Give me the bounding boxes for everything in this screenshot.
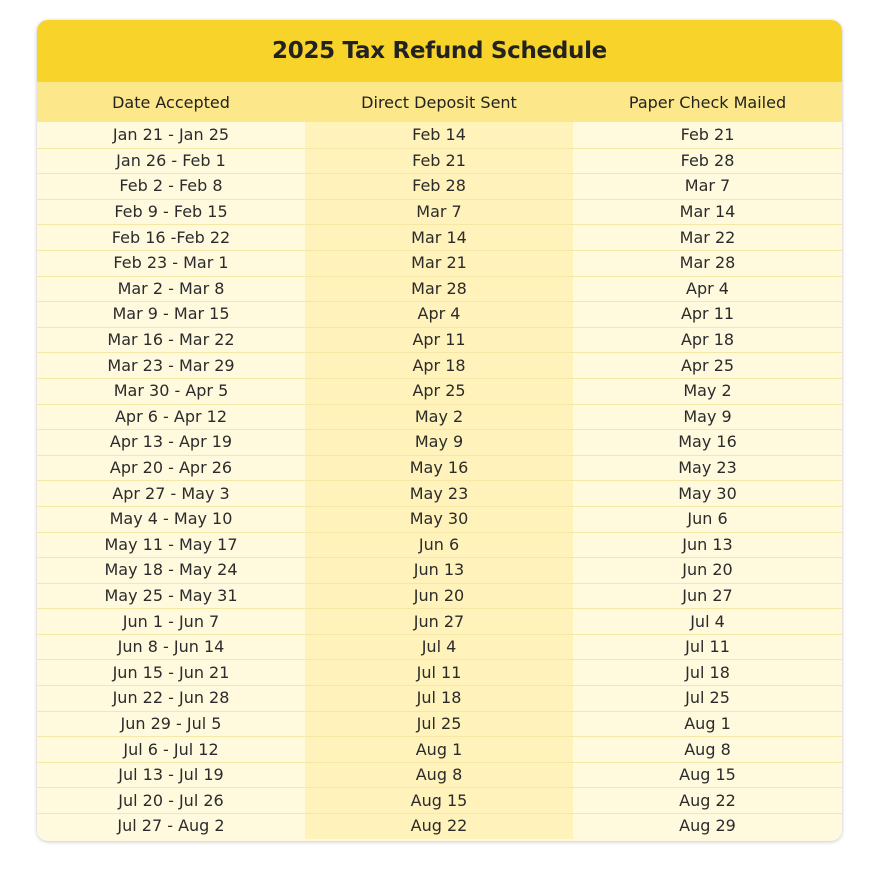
cell-direct-deposit: Apr 11 bbox=[305, 328, 573, 353]
table-title: 2025 Tax Refund Schedule bbox=[272, 38, 607, 64]
cell-date-accepted: Mar 16 - Mar 22 bbox=[37, 328, 305, 353]
cell-paper-check: Jun 6 bbox=[573, 507, 842, 532]
table-row bbox=[37, 122, 842, 148]
cell-paper-check: May 30 bbox=[573, 481, 842, 506]
cell-paper-check: Aug 29 bbox=[573, 814, 842, 839]
header-paper-check: Paper Check Mailed bbox=[628, 92, 787, 112]
cell-paper-check: Apr 18 bbox=[573, 328, 842, 353]
cell-direct-deposit: Aug 1 bbox=[305, 737, 573, 762]
table-row bbox=[37, 250, 842, 276]
cell-direct-deposit: Jul 18 bbox=[305, 686, 573, 711]
table-row bbox=[37, 301, 842, 327]
table-row bbox=[37, 276, 842, 302]
cell-direct-deposit: Mar 14 bbox=[305, 225, 573, 250]
table-row bbox=[37, 506, 842, 532]
cell-direct-deposit: May 2 bbox=[305, 405, 573, 430]
table-row bbox=[37, 583, 842, 609]
cell-date-accepted: Apr 6 - Apr 12 bbox=[37, 405, 305, 430]
cell-direct-deposit: May 16 bbox=[305, 456, 573, 481]
cell-direct-deposit: Apr 25 bbox=[305, 379, 573, 404]
cell-paper-check: Jul 25 bbox=[573, 686, 842, 711]
cell-direct-deposit: Feb 14 bbox=[305, 122, 573, 148]
cell-date-accepted: Jul 6 - Jul 12 bbox=[37, 737, 305, 762]
table-row bbox=[37, 455, 842, 481]
cell-date-accepted: Jun 29 - Jul 5 bbox=[37, 712, 305, 737]
cell-date-accepted: Feb 16 -Feb 22 bbox=[37, 225, 305, 250]
cell-paper-check: May 9 bbox=[573, 405, 842, 430]
table-row bbox=[37, 736, 842, 762]
cell-date-accepted: Jun 8 - Jun 14 bbox=[37, 635, 305, 660]
cell-paper-check: Feb 28 bbox=[573, 149, 842, 174]
cell-date-accepted: Feb 9 - Feb 15 bbox=[37, 200, 305, 225]
cell-direct-deposit: Jun 27 bbox=[305, 609, 573, 634]
cell-date-accepted: Feb 23 - Mar 1 bbox=[37, 251, 305, 276]
cell-paper-check: Apr 11 bbox=[573, 302, 842, 327]
table-row bbox=[37, 173, 842, 199]
cell-direct-deposit: Aug 15 bbox=[305, 788, 573, 813]
cell-paper-check: Mar 22 bbox=[573, 225, 842, 250]
cell-date-accepted: Jan 21 - Jan 25 bbox=[37, 122, 305, 148]
table-row bbox=[37, 685, 842, 711]
cell-paper-check: Aug 1 bbox=[573, 712, 842, 737]
cell-date-accepted: Mar 30 - Apr 5 bbox=[37, 379, 305, 404]
cell-direct-deposit: Jun 6 bbox=[305, 533, 573, 558]
cell-date-accepted: Apr 13 - Apr 19 bbox=[37, 430, 305, 455]
table-row bbox=[37, 480, 842, 506]
cell-date-accepted: Feb 2 - Feb 8 bbox=[37, 174, 305, 199]
cell-date-accepted: May 11 - May 17 bbox=[37, 533, 305, 558]
cell-date-accepted: Mar 23 - Mar 29 bbox=[37, 353, 305, 378]
cell-direct-deposit: Apr 4 bbox=[305, 302, 573, 327]
table-body bbox=[37, 122, 842, 839]
cell-paper-check: Aug 8 bbox=[573, 737, 842, 762]
cell-direct-deposit: Jul 4 bbox=[305, 635, 573, 660]
cell-paper-check: Aug 15 bbox=[573, 763, 842, 788]
cell-direct-deposit: Mar 28 bbox=[305, 277, 573, 302]
cell-paper-check: May 2 bbox=[573, 379, 842, 404]
cell-paper-check: Jul 11 bbox=[573, 635, 842, 660]
table-row bbox=[37, 199, 842, 225]
table-row bbox=[37, 352, 842, 378]
table-row bbox=[37, 608, 842, 634]
header-direct-deposit: Direct Deposit Sent bbox=[361, 92, 517, 112]
cell-direct-deposit: Jul 25 bbox=[305, 712, 573, 737]
table-row bbox=[37, 762, 842, 788]
cell-date-accepted: May 4 - May 10 bbox=[37, 507, 305, 532]
table-row bbox=[37, 327, 842, 353]
cell-direct-deposit: Aug 22 bbox=[305, 814, 573, 839]
cell-paper-check: Jul 18 bbox=[573, 660, 842, 685]
cell-date-accepted: Jan 26 - Feb 1 bbox=[37, 149, 305, 174]
table-row bbox=[37, 557, 842, 583]
cell-date-accepted: Apr 20 - Apr 26 bbox=[37, 456, 305, 481]
table-row bbox=[37, 378, 842, 404]
cell-direct-deposit: Aug 8 bbox=[305, 763, 573, 788]
cell-direct-deposit: Mar 21 bbox=[305, 251, 573, 276]
cell-paper-check: Jul 4 bbox=[573, 609, 842, 634]
table-row bbox=[37, 404, 842, 430]
cell-date-accepted: Mar 2 - Mar 8 bbox=[37, 277, 305, 302]
cell-date-accepted: Jun 1 - Jun 7 bbox=[37, 609, 305, 634]
cell-date-accepted: Jul 27 - Aug 2 bbox=[37, 814, 305, 839]
table-row bbox=[37, 787, 842, 813]
cell-paper-check: Feb 21 bbox=[573, 122, 842, 148]
cell-paper-check: Jun 27 bbox=[573, 584, 842, 609]
table-header-row bbox=[37, 82, 842, 122]
cell-date-accepted: May 18 - May 24 bbox=[37, 558, 305, 583]
table-row bbox=[37, 813, 842, 839]
cell-paper-check: Mar 28 bbox=[573, 251, 842, 276]
table-row bbox=[37, 224, 842, 250]
cell-direct-deposit: Jun 20 bbox=[305, 584, 573, 609]
cell-date-accepted: May 25 - May 31 bbox=[37, 584, 305, 609]
cell-paper-check: Mar 14 bbox=[573, 200, 842, 225]
table-title-bar bbox=[37, 20, 842, 82]
table-row bbox=[37, 532, 842, 558]
cell-paper-check: Apr 4 bbox=[573, 277, 842, 302]
table-row bbox=[37, 711, 842, 737]
cell-date-accepted: Jul 13 - Jul 19 bbox=[37, 763, 305, 788]
cell-direct-deposit: Feb 21 bbox=[305, 149, 573, 174]
cell-date-accepted: Mar 9 - Mar 15 bbox=[37, 302, 305, 327]
cell-paper-check: Jun 20 bbox=[573, 558, 842, 583]
cell-date-accepted: Apr 27 - May 3 bbox=[37, 481, 305, 506]
cell-direct-deposit: Mar 7 bbox=[305, 200, 573, 225]
cell-direct-deposit: May 9 bbox=[305, 430, 573, 455]
cell-direct-deposit: Jul 11 bbox=[305, 660, 573, 685]
table-row bbox=[37, 634, 842, 660]
cell-date-accepted: Jul 20 - Jul 26 bbox=[37, 788, 305, 813]
table-row bbox=[37, 429, 842, 455]
cell-direct-deposit: Apr 18 bbox=[305, 353, 573, 378]
cell-paper-check: Jun 13 bbox=[573, 533, 842, 558]
cell-paper-check: May 16 bbox=[573, 430, 842, 455]
cell-paper-check: May 23 bbox=[573, 456, 842, 481]
cell-direct-deposit: May 23 bbox=[305, 481, 573, 506]
cell-paper-check: Aug 22 bbox=[573, 788, 842, 813]
refund-schedule-table bbox=[37, 20, 842, 841]
header-date-accepted: Date Accepted bbox=[112, 92, 230, 112]
table-row bbox=[37, 148, 842, 174]
cell-direct-deposit: May 30 bbox=[305, 507, 573, 532]
cell-paper-check: Apr 25 bbox=[573, 353, 842, 378]
cell-date-accepted: Jun 15 - Jun 21 bbox=[37, 660, 305, 685]
table-row bbox=[37, 659, 842, 685]
cell-direct-deposit: Feb 28 bbox=[305, 174, 573, 199]
cell-date-accepted: Jun 22 - Jun 28 bbox=[37, 686, 305, 711]
cell-direct-deposit: Jun 13 bbox=[305, 558, 573, 583]
cell-paper-check: Mar 7 bbox=[573, 174, 842, 199]
